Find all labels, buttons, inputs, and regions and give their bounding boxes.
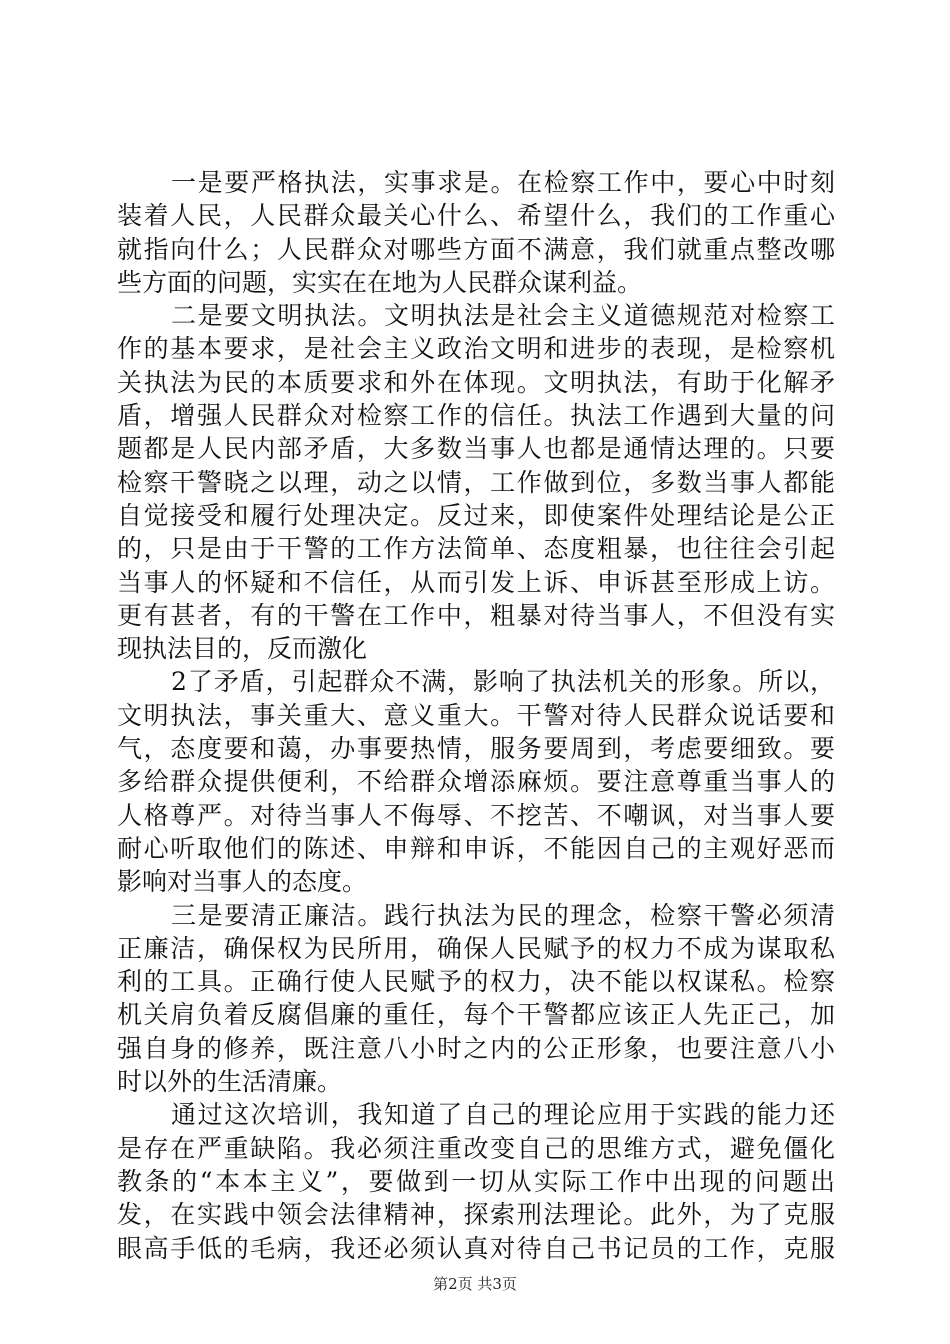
text-line: 教条的“本本主义”，要做到一切从实际工作中出现的问题出 [117, 1166, 835, 1196]
text-line: 就指向什么；人民群众对哪些方面不满意，我们就重点整改哪 [117, 234, 835, 264]
text-line: 盾，增强人民群众对检察工作的信任。执法工作遇到大量的问 [117, 401, 835, 431]
text-line: 人格尊严。对待当事人不侮辱、不挖苦、不嘲讽，对当事人要 [117, 800, 835, 830]
text-line: 正廉洁，确保权为民所用，确保人民赋予的权力不成为谋取私 [117, 933, 835, 963]
text-line: 一是要严格执法，实事求是。在检察工作中，要心中时刻 [171, 168, 835, 197]
text-line: 耐心听取他们的陈述、申辩和申诉，不能因自己的主观好恶而 [117, 833, 835, 863]
text-line: 自觉接受和履行处理决定。反过来，即使案件处理结论是公正 [117, 500, 835, 530]
text-line: 2了矛盾，引起群众不满，影响了执法机关的形象。所以， [171, 667, 835, 697]
text-line: 装着人民，人民群众最关心什么、希望什么，我们的工作重心 [117, 201, 835, 231]
text-line: 作的基本要求，是社会主义政治文明和进步的表现，是检察机 [117, 334, 835, 364]
text-line: 机关肩负着反腐倡廉的重任，每个干警都应该正人先正己，加 [117, 1000, 835, 1030]
text-line: 检察干警晓之以理，动之以情，工作做到位，多数当事人都能 [117, 467, 835, 497]
text-line: 文明执法，事关重大、意义重大。干警对待人民群众说话要和 [117, 700, 835, 730]
text-line: 现执法目的，反而激化 [117, 634, 368, 664]
text-line: 气，态度要和蔼，办事要热情，服务要周到，考虑要细致。要 [117, 734, 835, 764]
text-line: 些方面的问题，实实在在地为人民群众谋利益。 [117, 267, 643, 297]
text-line: 是存在严重缺陷。我必须注重改变自己的思维方式，避免僵化 [117, 1133, 835, 1163]
text-line: 发，在实践中领会法律精神，探索刑法理论。此外，为了克服 [117, 1200, 835, 1230]
text-line: 多给群众提供便利，不给群众增添麻烦。要注意尊重当事人的 [117, 767, 835, 797]
text-line: 时以外的生活清廉。 [117, 1067, 343, 1097]
text-line: 的，只是由于干警的工作方法简单、态度粗暴，也往往会引起 [117, 534, 835, 564]
text-line: 当事人的怀疑和不信任，从而引发上诉、申诉甚至形成上访。 [117, 567, 835, 597]
text-line: 眼高手低的毛病，我还必须认真对待自己书记员的工作，克服 [117, 1233, 835, 1263]
text-line: 二是要文明执法。文明执法是社会主义道德规范对检察工 [171, 301, 835, 331]
text-line: 更有甚者，有的干警在工作中，粗暴对待当事人，不但没有实 [117, 600, 835, 630]
text-line: 影响对当事人的态度。 [117, 867, 368, 897]
text-line: 强自身的修养，既注意八小时之内的公正形象，也要注意八小 [117, 1033, 835, 1063]
text-line: 通过这次培训，我知道了自己的理论应用于实践的能力还 [171, 1100, 835, 1130]
document-body [117, 166, 835, 1265]
text-line: 利的工具。正确行使人民赋予的权力，决不能以权谋私。检察 [117, 967, 835, 997]
text-line: 关执法为民的本质要求和外在体现。文明执法，有助于化解矛 [117, 367, 835, 397]
text-line: 三是要清正廉洁。践行执法为民的理念，检察干警必须清 [171, 900, 835, 930]
page-footer: 第2页 共3页 [433, 1275, 517, 1293]
text-line: 题都是人民内部矛盾，大多数当事人也都是通情达理的。只要 [117, 434, 835, 464]
